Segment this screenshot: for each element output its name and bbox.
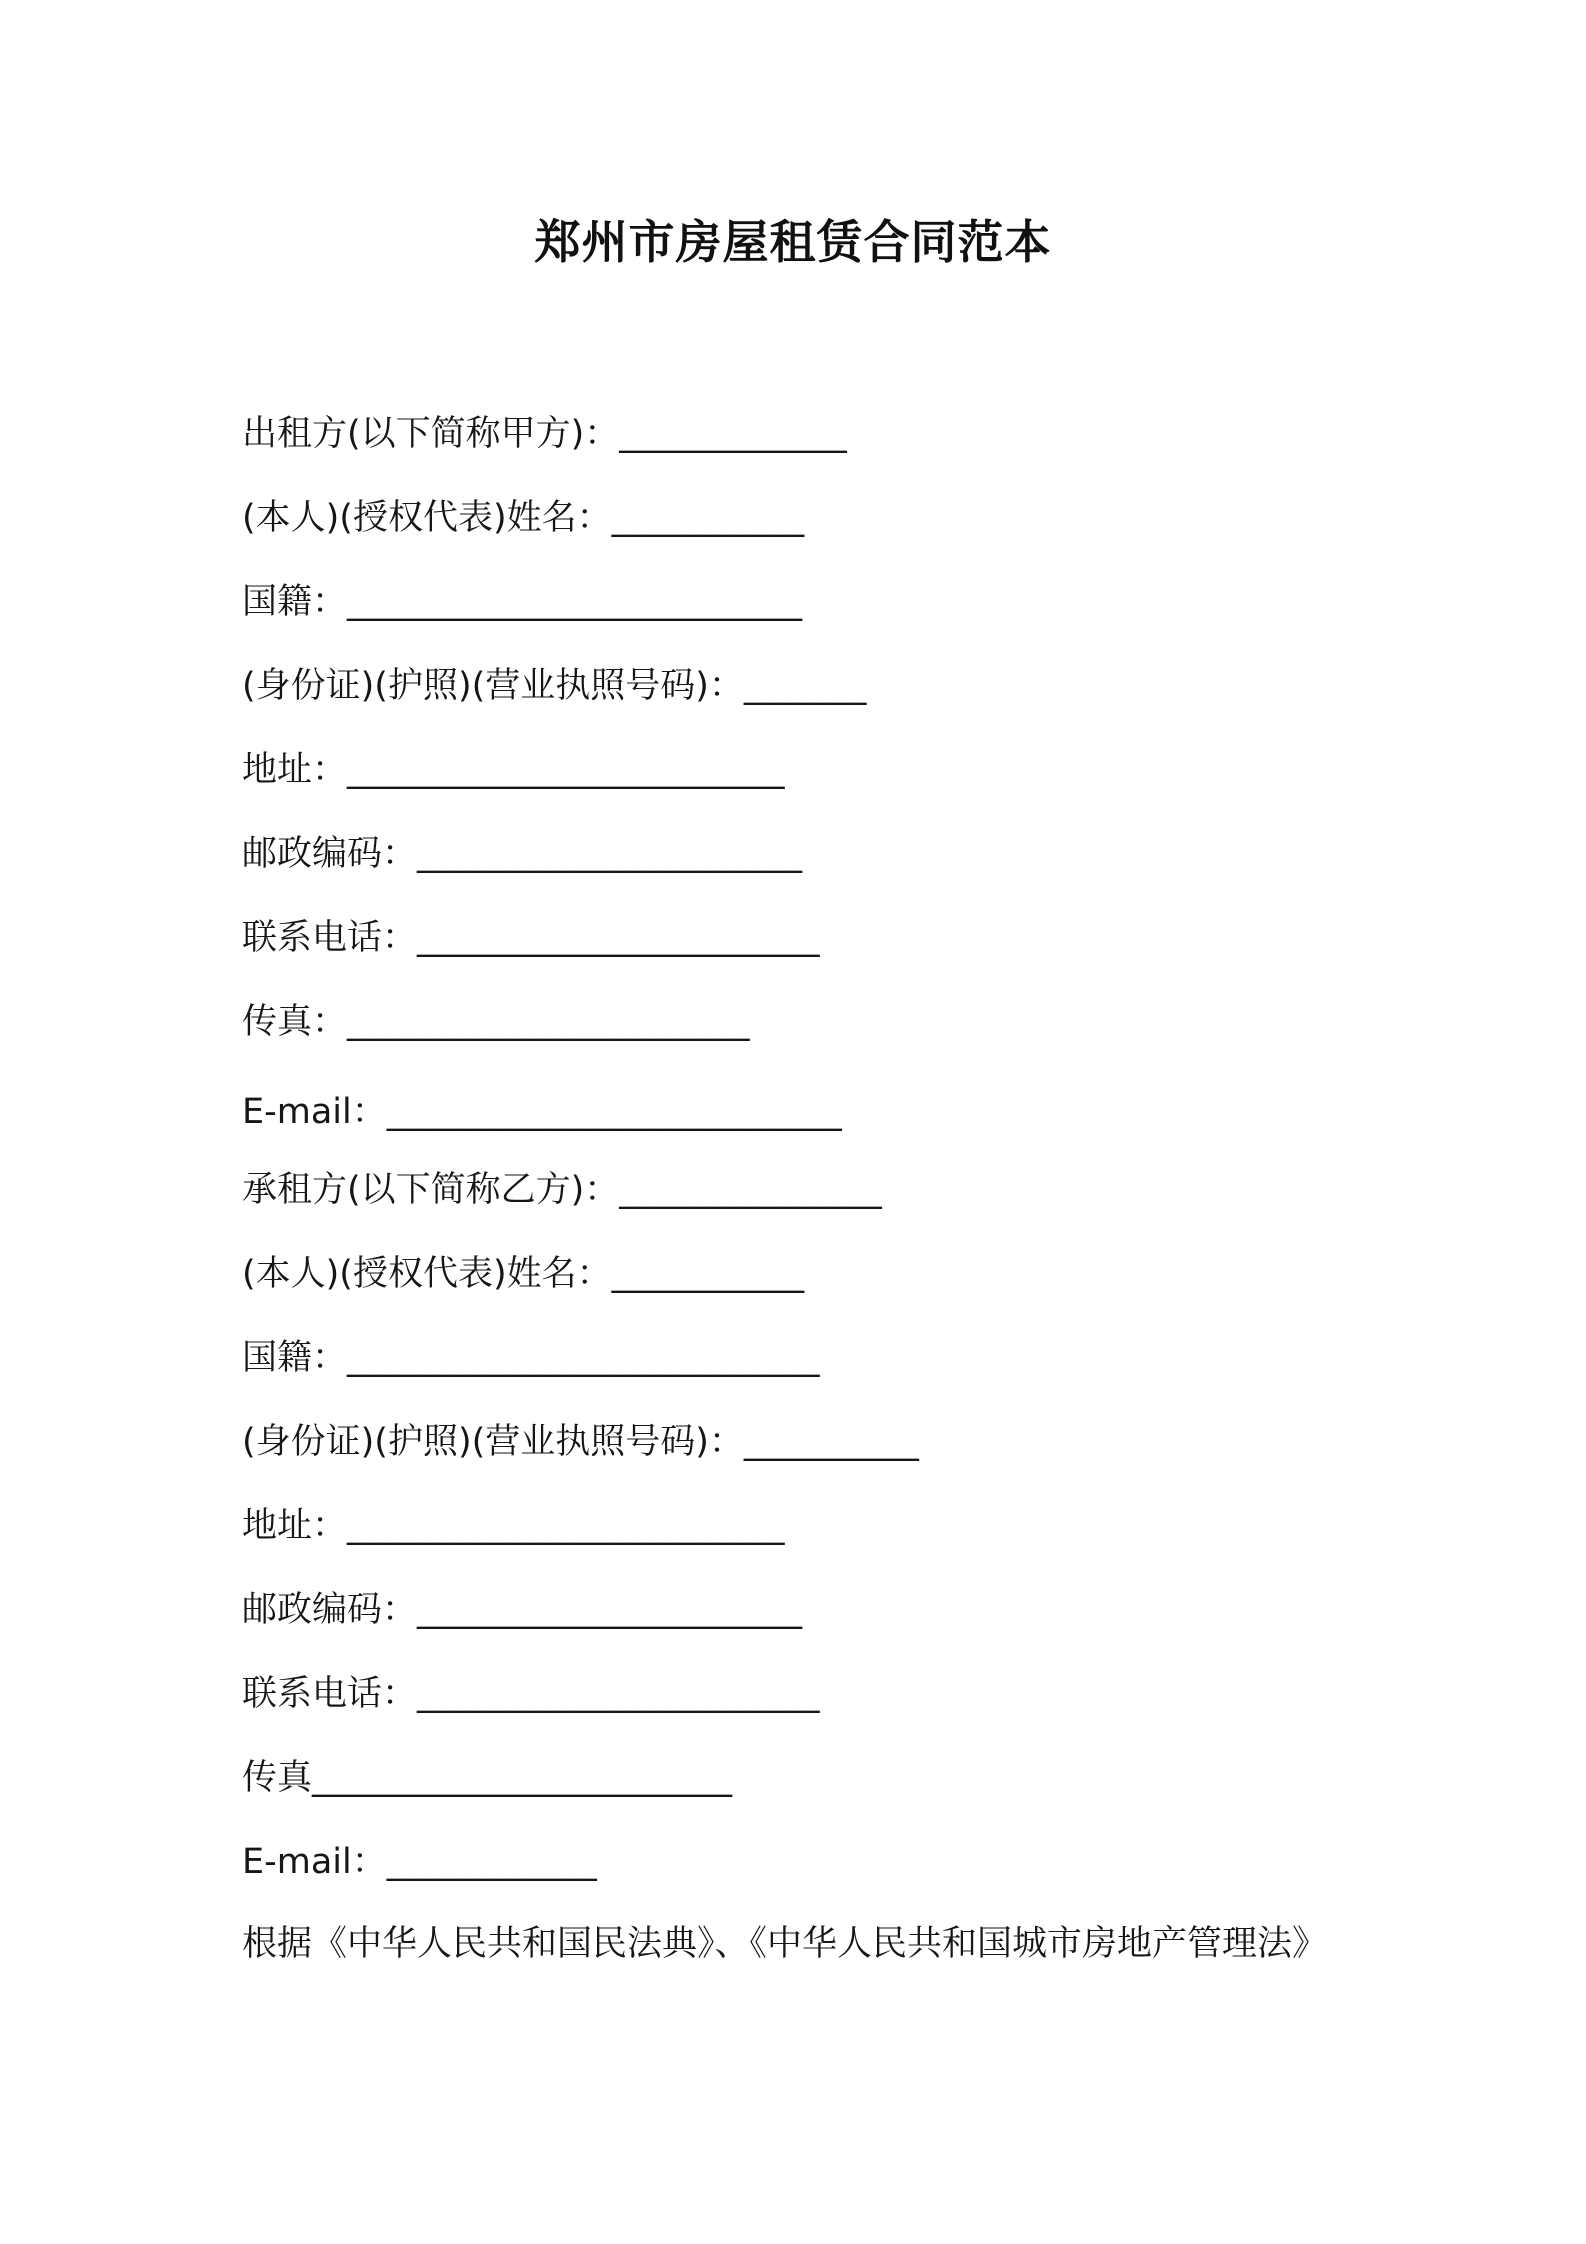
document-title: 郑州市房屋租赁合同范本 <box>534 215 1052 269</box>
lessee-address-field: 地址：_________________________ <box>242 1506 785 1546</box>
lessee-nationality-field: 国籍：___________________________ <box>242 1338 820 1378</box>
lessor-nationality-field: 国籍：__________________________ <box>242 582 803 622</box>
lessor-phone-field: 联系电话：_______________________ <box>242 918 820 958</box>
lessor-email-field: E-mail：__________________________ <box>242 1092 842 1132</box>
lessor-name-field: (本人)(授权代表)姓名：___________ <box>242 498 805 538</box>
lessee-postcode-field: 邮政编码：______________________ <box>242 1590 803 1630</box>
lessor-postcode-field: 邮政编码：______________________ <box>242 834 803 874</box>
lessee-email-field: E-mail：____________ <box>242 1842 597 1882</box>
lessor-fax-field: 传真：_______________________ <box>242 1002 750 1042</box>
lessor-address-field: 地址：_________________________ <box>242 750 785 790</box>
lessee-phone-field: 联系电话：_______________________ <box>242 1674 820 1714</box>
lessee-name-field: (本人)(授权代表)姓名：___________ <box>242 1254 805 1294</box>
lessor-party-field: 出租方(以下简称甲方)：_____________ <box>242 414 847 454</box>
lessor-id-number-field: (身份证)(护照)(营业执照号码)：_______ <box>242 666 867 706</box>
legal-basis-paragraph: 根据《中华人民共和国民法典》、《中华人民共和国城市房地产管理法》 <box>242 1924 1328 1964</box>
lessee-party-field: 承租方(以下简称乙方)：_______________ <box>242 1170 882 1210</box>
lessee-id-number-field: (身份证)(护照)(营业执照号码)：__________ <box>242 1422 919 1462</box>
lessee-fax-field: 传真________________________ <box>242 1758 733 1798</box>
